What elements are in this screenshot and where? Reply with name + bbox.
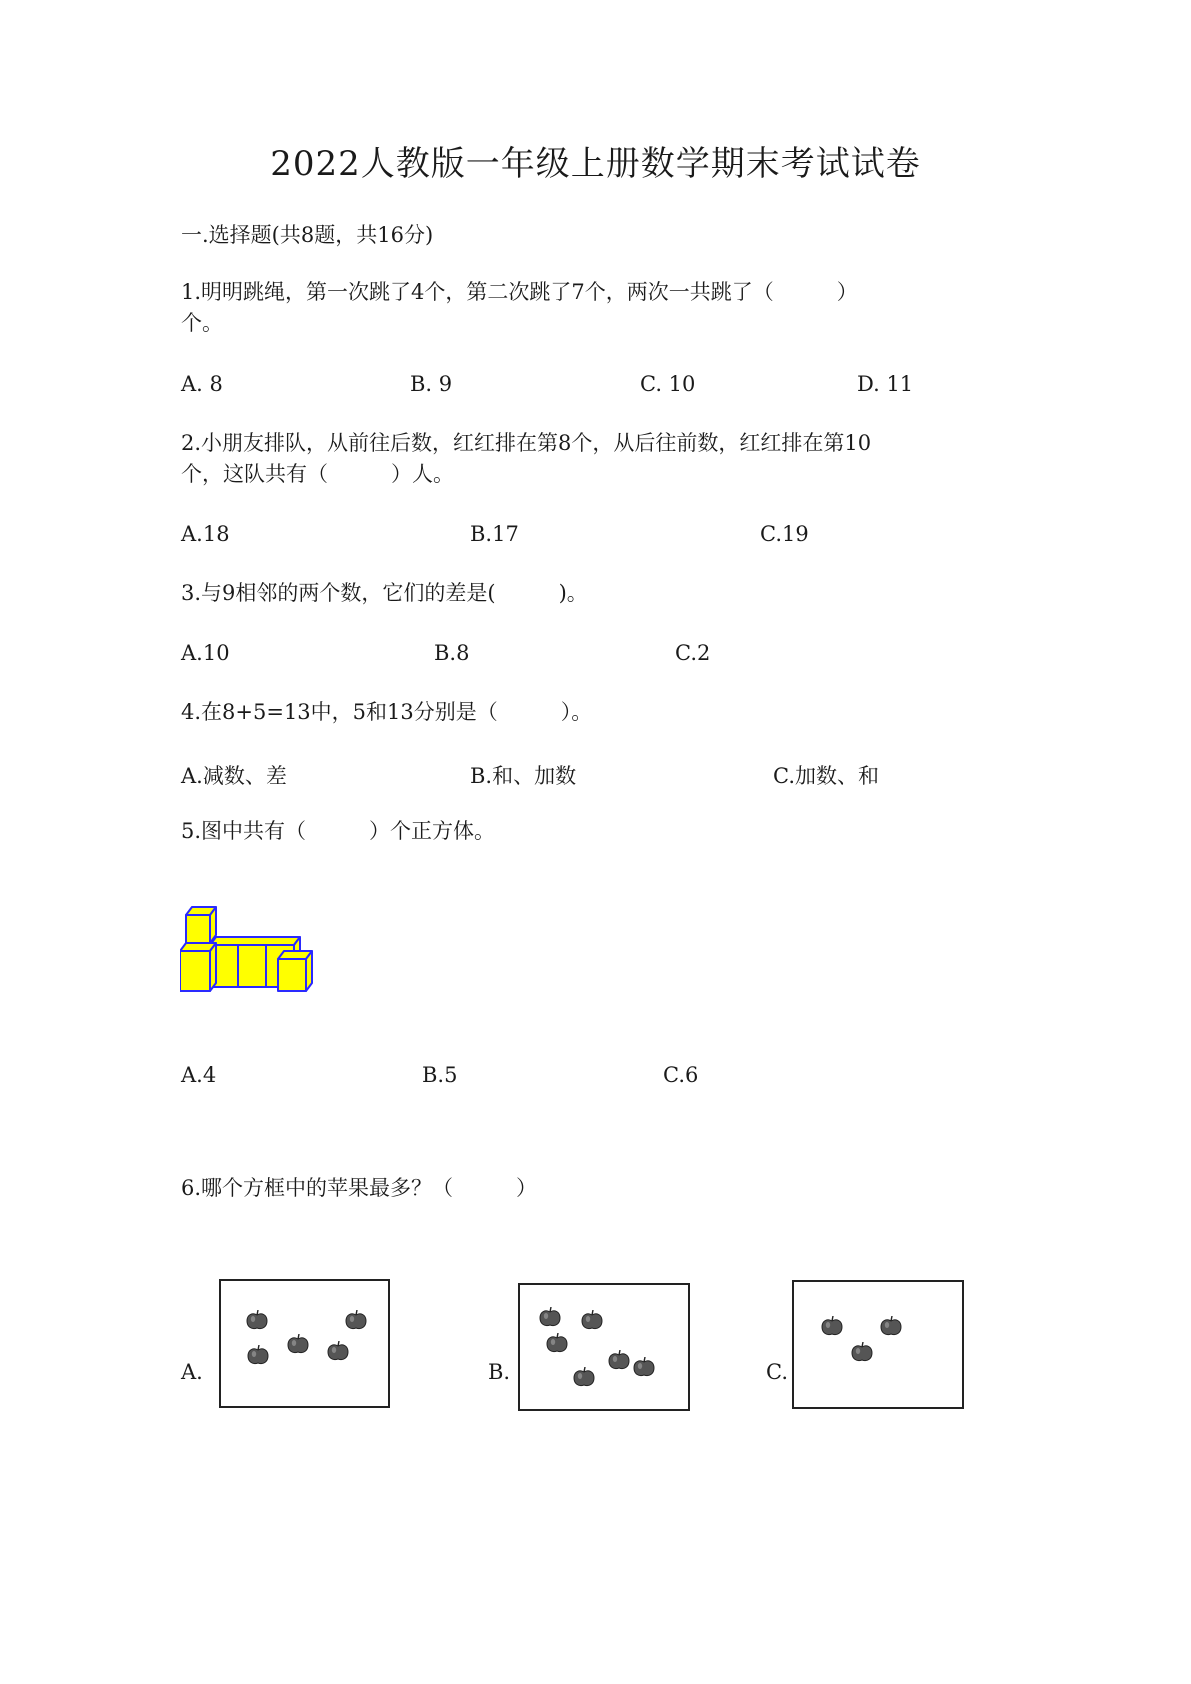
question-2-line-1: 2.小朋友排队，从前往后数，红红排在第8个，从后往前数，红红排在第10 bbox=[181, 431, 872, 455]
apple bbox=[851, 1342, 873, 1363]
apple bbox=[608, 1350, 630, 1371]
q4-option-b: B.和、加数 bbox=[470, 764, 577, 788]
apple bbox=[573, 1367, 595, 1388]
apple-box-b bbox=[518, 1283, 690, 1411]
q1-option-a: A. 8 bbox=[181, 372, 223, 396]
apple bbox=[633, 1357, 655, 1378]
q1-option-c: C. 10 bbox=[640, 372, 696, 396]
question-3: 3.与9相邻的两个数，它们的差是( )。 bbox=[181, 581, 588, 605]
apple bbox=[287, 1334, 309, 1355]
q1-option-b: B. 9 bbox=[410, 372, 453, 396]
q3-option-b: B.8 bbox=[434, 641, 470, 665]
question-6: 6.哪个方框中的苹果最多？（ ） bbox=[181, 1176, 538, 1200]
section-heading: 一.选择题(共8题，共16分) bbox=[181, 223, 434, 247]
question-2-line-2: 个，这队共有（ ）人。 bbox=[181, 462, 454, 486]
q1-option-d: D. 11 bbox=[857, 372, 914, 396]
apple-box-c bbox=[792, 1280, 964, 1409]
question-5: 5.图中共有（ ）个正方体。 bbox=[181, 819, 496, 843]
q6-label-a: A. bbox=[181, 1360, 203, 1384]
apple bbox=[581, 1310, 603, 1331]
apple bbox=[327, 1341, 349, 1362]
q2-option-a: A.18 bbox=[181, 522, 230, 546]
q2-option-b: B.17 bbox=[470, 522, 519, 546]
q4-option-a: A.减数、差 bbox=[181, 764, 287, 788]
q5-option-c: C.6 bbox=[663, 1063, 699, 1087]
apple bbox=[246, 1310, 268, 1331]
q3-option-a: A.10 bbox=[181, 641, 230, 665]
apple bbox=[880, 1316, 902, 1337]
cube-bottom-left bbox=[180, 943, 216, 991]
q5-option-b: B.5 bbox=[422, 1063, 458, 1087]
apple bbox=[821, 1316, 843, 1337]
question-1-line-1: 1.明明跳绳，第一次跳了4个，第二次跳了7个，两次一共跳了（ ） bbox=[181, 280, 858, 304]
q3-option-c: C.2 bbox=[675, 641, 711, 665]
cubes-figure bbox=[180, 905, 330, 997]
apple-box-a bbox=[219, 1279, 390, 1408]
apple bbox=[546, 1333, 568, 1354]
cube-top bbox=[186, 907, 216, 943]
apple bbox=[345, 1310, 367, 1331]
q4-option-c: C.加数、和 bbox=[773, 764, 879, 788]
page-title: 2022人教版一年级上册数学期末考试试卷 bbox=[270, 144, 921, 184]
cube-front-right bbox=[278, 951, 312, 991]
question-1-line-2: 个。 bbox=[181, 311, 223, 335]
question-4: 4.在8+5=13中，5和13分别是（ ）。 bbox=[181, 700, 593, 724]
apple bbox=[247, 1345, 269, 1366]
q6-label-b: B. bbox=[488, 1360, 511, 1384]
q2-option-c: C.19 bbox=[760, 522, 809, 546]
q5-option-a: A.4 bbox=[181, 1063, 217, 1087]
q6-label-c: C. bbox=[766, 1360, 788, 1384]
apple bbox=[539, 1307, 561, 1328]
